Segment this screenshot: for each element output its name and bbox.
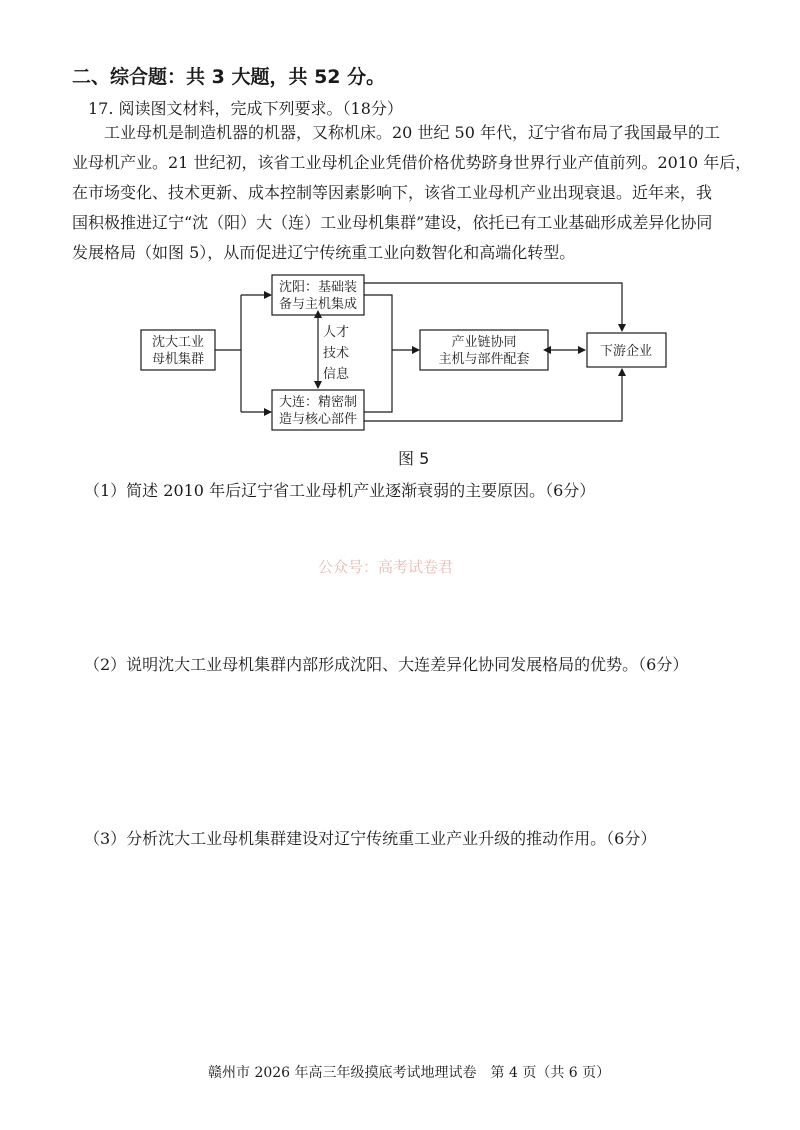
watermark: 公众号：高考试卷君 [318, 558, 454, 576]
material-line: 工业母机是制造机器的机器，又称机床。20 世纪 50 年代，辽宁省布局了我国最早的工 [104, 123, 720, 142]
cluster-label-line1: 沈大工业 [151, 335, 205, 350]
dalian-label-line1: 大连：精密制 [278, 395, 358, 410]
chain-label-line2: 主机与部件配套 [438, 352, 530, 367]
downstream-label: 下游企业 [599, 344, 653, 359]
cluster-label-line2: 母机集群 [151, 352, 205, 367]
material-line: 业母机产业。21 世纪初，该省工业母机企业凭借价格优势跻身世界行业产值前列。2010 年后， [72, 153, 752, 172]
sub-question-1: （1）简述 2010 年后辽宁省工业母机产业逐渐衰弱的主要原因。（6分） [84, 481, 596, 500]
section-title: 二、综合题：共 3 大题，共 52 分。 [72, 66, 386, 88]
shared-label-technology: 技术 [322, 346, 350, 361]
page-footer: 赣州市 2026 年高三年级摸底考试地理试卷 第 4 页（共 6 页） [208, 1065, 611, 1081]
question-stem: 17. 阅读图文材料，完成下列要求。（18分） [88, 99, 403, 118]
shared-label-talent: 人才 [322, 325, 350, 340]
dalian-label-line2: 造与核心部件 [278, 412, 358, 427]
dalian-to-downstream-arrow [364, 369, 622, 421]
material-line: 发展格局（如图 5），从而促进辽宁传统重工业向数智化和高端化转型。 [72, 243, 576, 262]
material-line: 国积极推进辽宁“沈（阳）大（连）工业母机集群”建设，依托已有工业基础形成差异化协同 [72, 213, 713, 232]
figure-caption: 图 5 [398, 449, 430, 468]
shenyang-label-line2: 备与主机集成 [278, 297, 358, 312]
sub-question-3: （3）分析沈大工业母机集群建设对辽宁传统重工业产业升级的推动作用。（6分） [84, 829, 657, 848]
chain-label-line1: 产业链协同 [451, 335, 517, 350]
sub-question-2: （2）说明沈大工业母机集群内部形成沈阳、大连差异化协同发展格局的优势。（6分） [84, 655, 689, 674]
shenyang-to-downstream-arrow [364, 283, 622, 331]
figure-5-diagram [0, 0, 800, 450]
material-line: 在市场变化、技术更新、成本控制等因素影响下，该省工业母机产业出现衰退。近年来，我 [72, 183, 713, 202]
merge-line [364, 295, 392, 412]
shared-label-information: 信息 [322, 367, 350, 382]
shenyang-label-line1: 沈阳：基础装 [278, 280, 358, 295]
